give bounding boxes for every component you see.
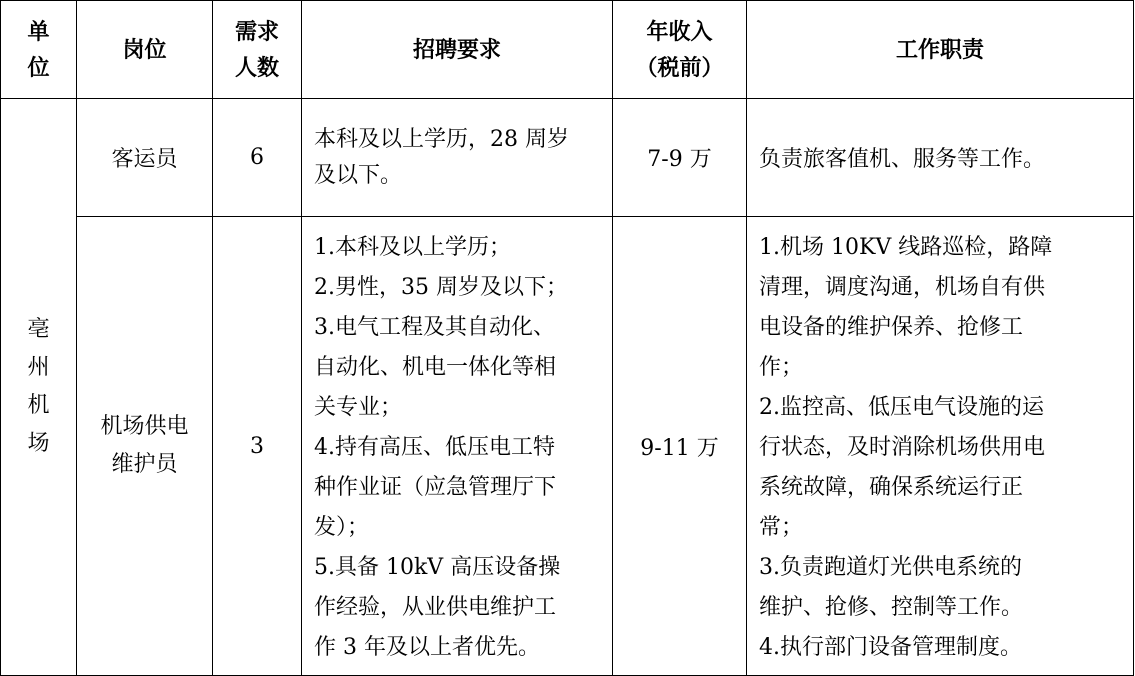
count-cell: 3 [213, 217, 302, 676]
salary-cell: 9-11 万 [613, 217, 747, 676]
duties-cell: 1.机场 10KV 线路巡检，路障 清理，调度沟通，机场自有供 电设备的维护保养、抢修工 作； 2.监控高、低压电气设施的运 行状态，及时消除机场供用电 系统故障，确保系统运行正 常； 3.负责跑道灯光供电系统的 维护、抢修、控制等工作。 4.执行部门设备管理制度。 [747, 217, 1134, 676]
header-requirements: 招聘要求 [302, 1, 613, 99]
unit-cell: 亳 州 机 场 [1, 99, 77, 676]
header-unit: 单 位 [1, 1, 77, 99]
table-row [1, 99, 1134, 217]
header-count: 需求 人数 [213, 1, 302, 99]
duties-cell: 负责旅客值机、服务等工作。 [747, 99, 1134, 217]
header-duties: 工作职责 [747, 1, 1134, 99]
header-salary: 年收入 （税前） [613, 1, 747, 99]
position-cell: 客运员 [77, 99, 213, 217]
header-position: 岗位 [77, 1, 213, 99]
count-cell: 6 [213, 99, 302, 217]
salary-cell: 7-9 万 [613, 99, 747, 217]
table-row [1, 217, 1134, 676]
position-cell: 机场供电 维护员 [77, 217, 213, 676]
requirements-cell: 本科及以上学历，28 周岁 及以下。 [302, 99, 613, 217]
requirements-cell: 1.本科及以上学历； 2.男性，35 周岁及以下； 3.电气工程及其自动化、 自动化、机电一体化等相 关专业； 4.持有高压、低压电工特 种作业证（应急管理厅下 发）； 5.具备 10kV 高压设备操 作经验，从业供电维护工 作 3 年及以上者优先。 [302, 217, 613, 676]
header-row [1, 1, 1134, 99]
